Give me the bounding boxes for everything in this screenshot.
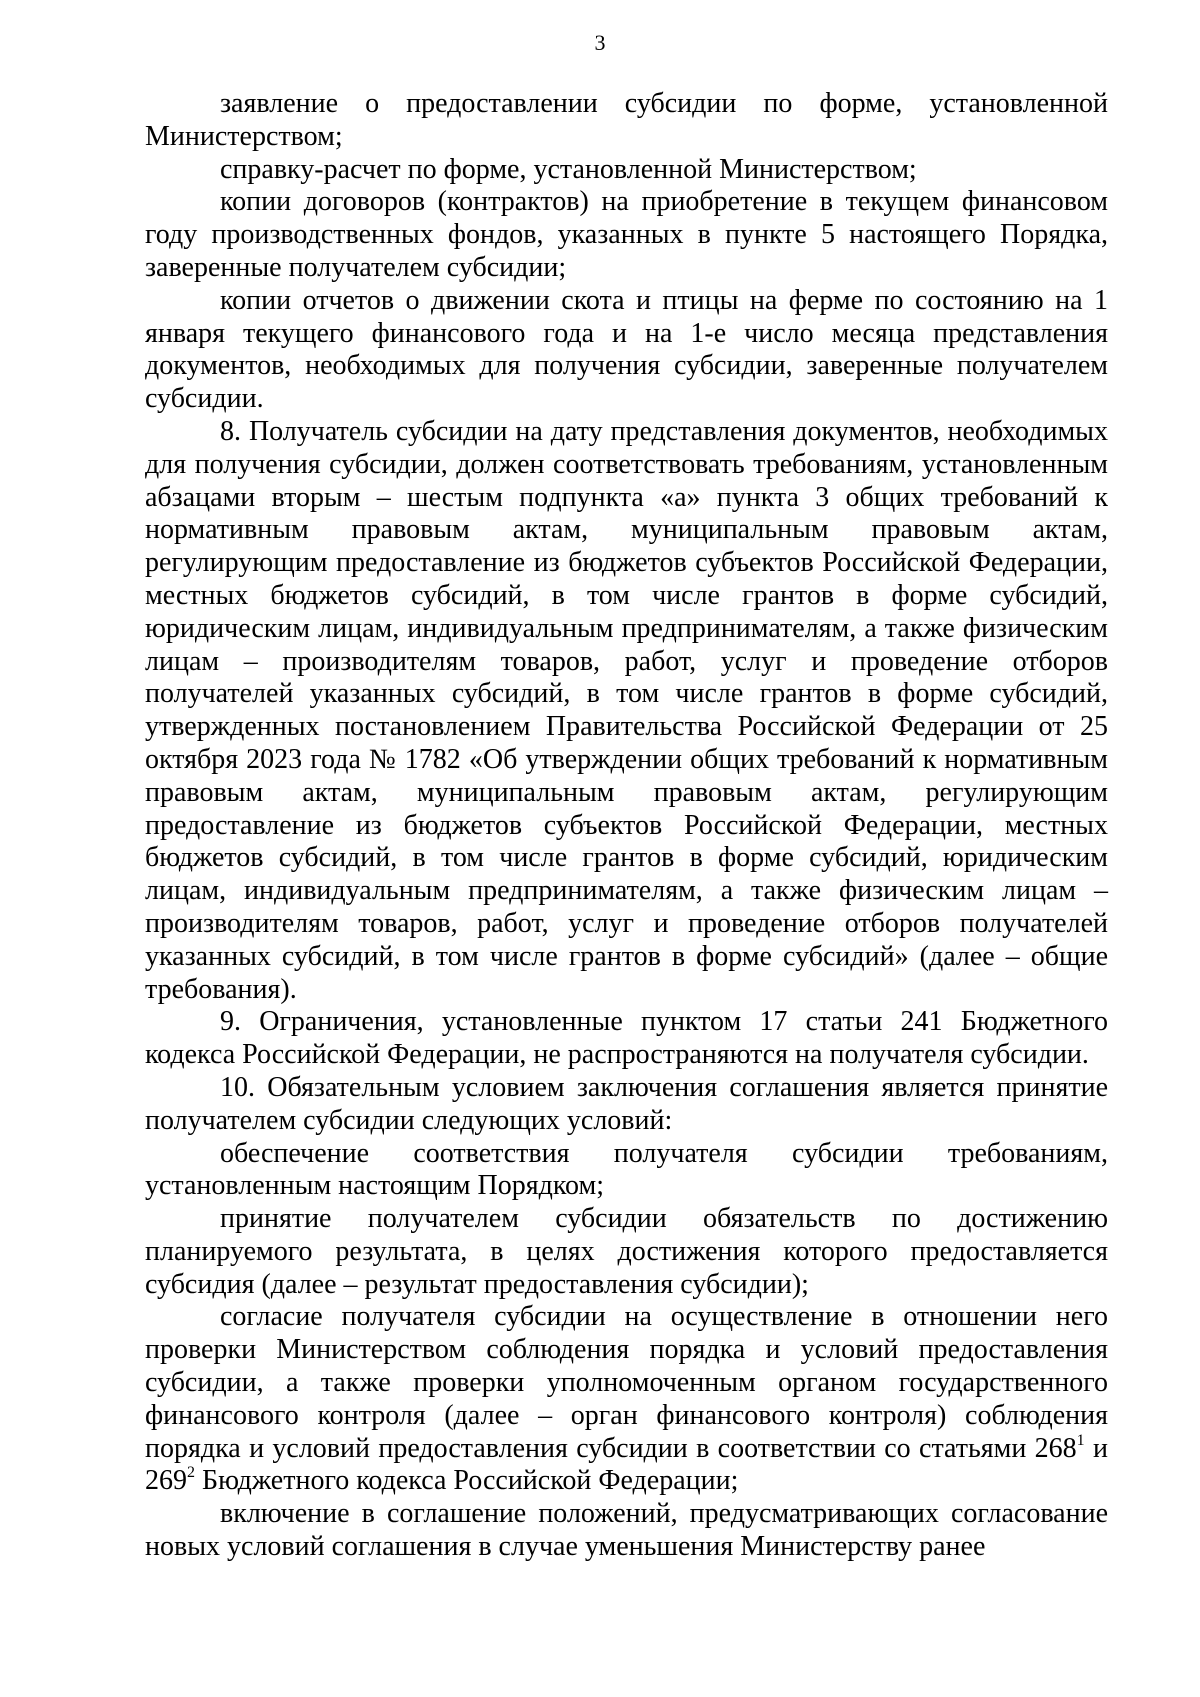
page-number: 3 xyxy=(594,30,606,55)
paragraph-item-8: 8. Получатель субсидии на дату представления документов, необходимых для получения субсидии, должен соответствовать требованиям, установленным абзацами вторым – шестым подпункта «а» пункта 3 общих требований к нормативным правовым актам, муниципальным правовым актам, регулирующим предоставление из бюджетов субъектов Российской Федерации, местных бюджетов субсидий, в том числе грантов в форме субсидий, юридическим лицам, индивидуальным предпринимателям, а также физическим лицам – производителям товаров, работ, услуг и проведение отборов получателей указанных субсидий, в том числе грантов в форме субсидий, утвержденных постановлением Правительства Российской Федерации от 25 октября 2023 года № 1782 «Об утверждении общих требований к нормативным правовым актам, муниципальным правовым актам, регулирующим предоставление из бюджетов субъектов Российской Федерации, местных бюджетов субсидий, в том числе грантов в форме субсидий, юридическим лицам, индивидуальным предпринимателям, а также физическим лицам – производителям товаров, работ, услуг и проведение отборов получателей указанных субсидий, в том числе грантов в форме субсидий» (далее – общие требования). xyxy=(145,415,1108,1005)
control-text-after: Бюджетного кодекса Российской Федерации; xyxy=(195,1465,739,1497)
paragraph-control-consent xyxy=(145,1301,1108,1498)
control-text-before: согласие получателя субсидии на осуществление в отношении него проверки Министерством соблюдения порядка и условий предоставления субсидии, а также проверки уполномоченным органом государственного финансового контроля (далее – орган финансового контроля) соблюдения порядка и условий предоставления субсидии в соответствии со статьями 268 xyxy=(145,1301,1108,1464)
article-superscript-1: 1 xyxy=(1076,1431,1085,1449)
paragraph-compliance: обеспечение соответствия получателя субсидии требованиям, установленным настоящим Порядком; xyxy=(145,1137,1108,1202)
paragraph-item-10: 10. Обязательным условием заключения соглашения является принятие получателем субсидии следующих условий: xyxy=(145,1071,1108,1136)
control-text-middle: и 269 xyxy=(145,1432,1109,1497)
paragraph-obligations: принятие получателем субсидии обязательств по достижению планируемого результата, в целях достижения которого предоставляется субсидия (далее – результат предоставления субсидии); xyxy=(145,1203,1108,1300)
paragraph-contracts: копии договоров (контрактов) на приобретение в текущем финансовом году производственных фондов, указанных в пункте 5 настоящего Порядка, заверенные получателем субсидии; xyxy=(145,186,1108,283)
article-superscript-2: 2 xyxy=(187,1464,195,1482)
paragraph-item-9: 9. Ограничения, установленные пунктом 17 статьи 241 Бюджетного кодекса Российской Федерации, не распространяются на получателя субсидии. xyxy=(145,1006,1108,1071)
paragraph-calculation: справку-расчет по форме, установленной Министерством; xyxy=(220,153,917,185)
document-body xyxy=(145,88,1108,1564)
paragraph-application: заявление о предоставлении субсидии по форме, установленной Министерством; xyxy=(145,88,1108,152)
paragraph-livestock-reports: копии отчетов о движении скота и птицы на ферме по состоянию на 1 января текущего финансового года и на 1-е число месяца представления документов, необходимых для получения субсидии, заверенные получателем субсидии. xyxy=(145,284,1108,415)
paragraph-agreement-terms: включение в соглашение положений, предусматривающих согласование новых условий соглашения в случае уменьшения Министерству ранее xyxy=(145,1498,1108,1563)
